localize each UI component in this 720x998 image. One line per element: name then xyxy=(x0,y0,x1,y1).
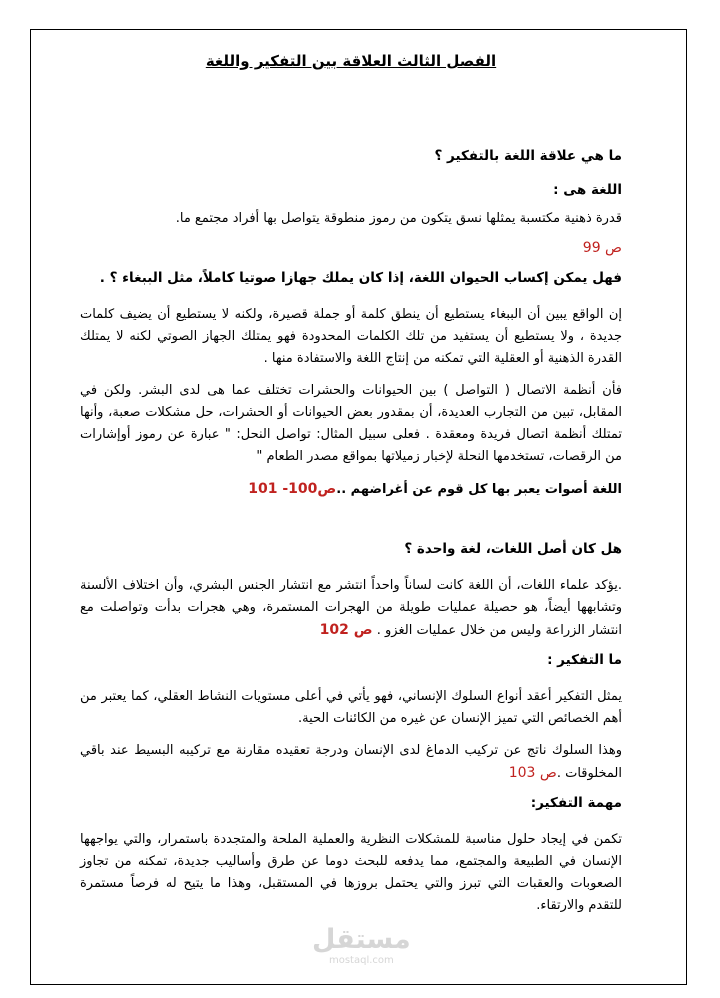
watermark-latin: mostaql.com xyxy=(328,955,394,966)
watermark-arabic: مستقل xyxy=(312,924,411,955)
paragraph-thinking-definition: يمثل التفكير أعقد أنواع السلوك الإنساني، فهو يأتي في أعلى مستويات النشاط العقلي، كما يعتبر من أهم الخصائص التي تميز الإنسان عن غيره من الكائنات الحية. xyxy=(80,689,622,726)
document-content xyxy=(80,52,622,927)
question-heading-5: مهمة التفكير: xyxy=(530,795,622,811)
paragraph-thinking-task: تكمن في إيجاد حلول مناسبة للمشكلات النظرية والعملية الملحة والمتجددة باستمرار، والتي يواجهها الإنسان في الطبيعة والمجتمع، مما يدفعه للبحث دوما عن طرق وأساليب جديدة، تمكنه من تجاوز الصعوبات والعقبات التي تبرز والتي يحتمل بروزها في المستقبل، وهذا ما يتيح له فرصاً مستمرة للتقدم والارتقاء. xyxy=(80,832,622,913)
page-reference-100-101: ص100- 101 xyxy=(248,481,337,497)
question-heading-3: هل كان أصل اللغات، لغة واحدة ؟ xyxy=(404,541,622,557)
paragraph-language-definition-quote xyxy=(80,478,622,501)
quote-text: اللغة أصوات يعبر بها كل قوم عن أغراضهم .. xyxy=(336,482,622,497)
subheading-language-definition: اللغة هى : xyxy=(553,182,622,198)
page-reference-103: ص 103 xyxy=(508,765,557,781)
question-heading-1: ما هي علاقة اللغة بالتفكير ؟ xyxy=(434,148,622,164)
paragraph-brain-structure xyxy=(80,740,622,785)
origin-text: .يؤكد علماء اللغات، أن اللغة كانت لساناً واحداً انتشر مع انتشار الجنس البشري، وأن اختلاف الألسنة وتشابهها أيضاً، هو حصيلة عمليات طويلة من الهجرات المستمرة، وهي هجرات بدأت وتواصلت مع انتشار الزراعة وليس من خلال عمليات الغزو . xyxy=(80,578,622,638)
paragraph-animal-communication: فأن أنظمة الاتصال ( التواصل ) بين الحيوانات والحشرات تختلف عما هى لدى البشر. ولكن في المقابل، تبين من التجارب العديدة، أن بمقدور بعض الحيوانات أو الحشرات، حل مشكلات صعبة، وأنها تمتلك أنظمة اتصال فريدة ومعقدة . فعلى سبيل المثال: تواصل النحل: " عبارة عن رموز أوإشارات من الرقصات، تستخدمها النحلة لإخبار زميلاتها بمواقع مصدر الطعام " xyxy=(80,383,622,464)
page-reference-99: ص 99 xyxy=(582,240,622,256)
chapter-title: الفصل الثالث العلاقة بين التفكير واللغة xyxy=(205,52,497,70)
question-heading-2: فهل يمكن إكساب الحيوان اللغة، إذا كان يملك جهازا صوتيا كاملاً، مثل الببغاء ؟ . xyxy=(99,270,622,286)
watermark-logo xyxy=(312,925,411,967)
paragraph-origin-of-languages xyxy=(80,575,622,642)
paragraph-language-definition: قدرة ذهنية مكتسبة يمثلها نسق يتكون من رموز منطوقة يتواصل بها أفراد مجتمع ما. xyxy=(175,211,622,226)
page-reference-102: ص 102 xyxy=(319,622,373,638)
question-heading-4: ما التفكير : xyxy=(547,652,622,668)
brain-text: وهذا السلوك ناتج عن تركيب الدماغ لدى الإنسان ودرجة تعقيده مقارنة مع تركيبه البسيط عند باقي المخلوقات . xyxy=(80,743,622,781)
paragraph-parrot: إن الواقع يبين أن الببغاء يستطيع أن ينطق كلمة أو جملة قصيرة، ولكنه لا يستطيع أن يضيف كلمات جديدة ، ولا يستطيع أن يستفيد من تلك الكلمات المحدودة فهو يمتلك الجهاز الصوتي لكنه لا يمتلك القدرة الذهنية أو العقلية التي تمكنه من إنتاج اللغة والاستفادة منها . xyxy=(80,307,622,366)
